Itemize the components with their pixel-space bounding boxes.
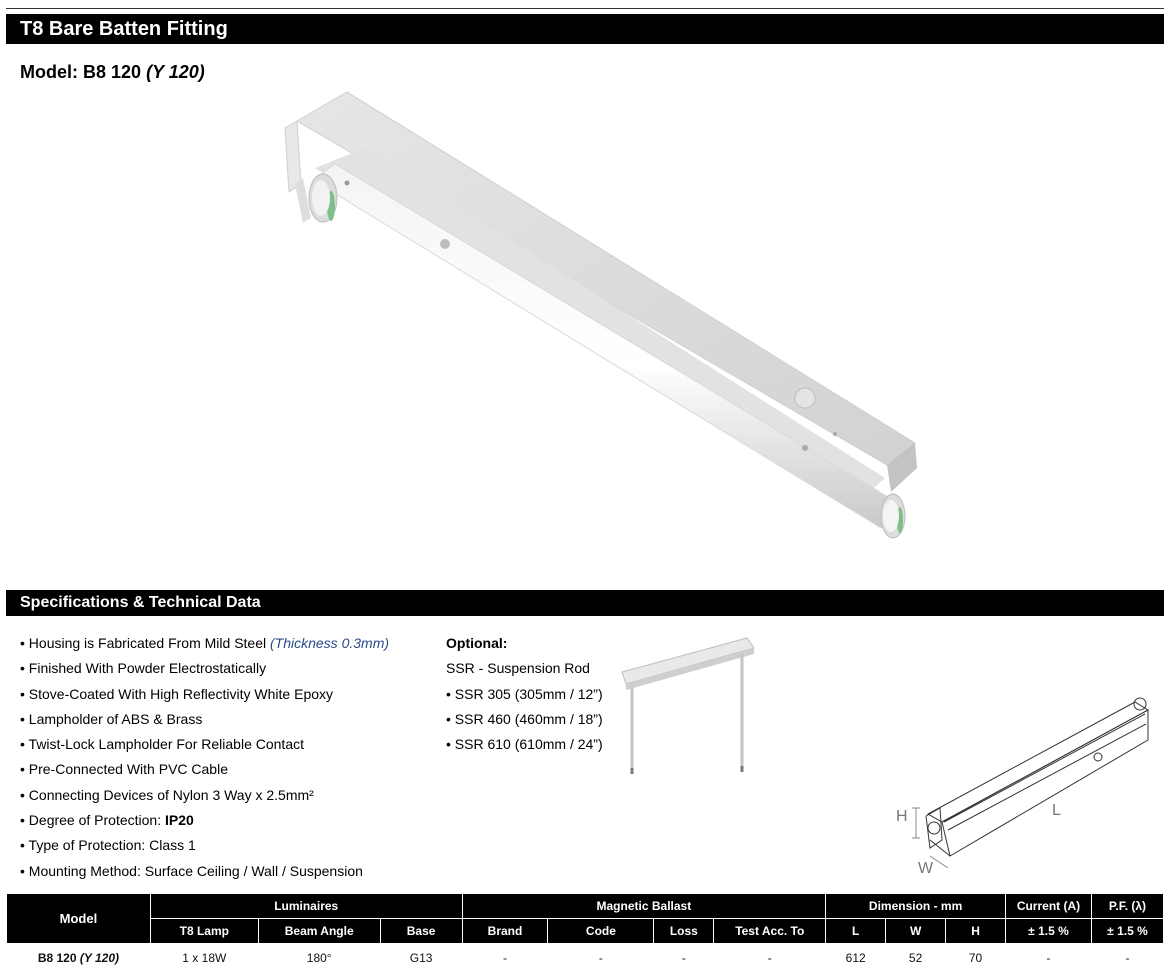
col-base: Base [380, 919, 462, 944]
top-rule [6, 8, 1164, 9]
col-height: H [946, 919, 1006, 944]
feature-text: • Housing is Fabricated From Mild Steel [20, 635, 270, 651]
col-beam: Beam Angle [258, 919, 380, 944]
dimension-drawing [890, 690, 1160, 880]
feature-item: • Type of Protection: Class 1 [20, 835, 389, 860]
col-pf-tolerance: ± 1.5 % [1091, 919, 1163, 944]
feature-item: • Pre-Connected With PVC Cable [20, 759, 389, 784]
feature-item: • Mounting Method: Surface Ceiling / Wall / Suspension [20, 861, 389, 886]
col-pf: P.F. (λ) [1091, 894, 1163, 919]
batten-fitting-illustration [275, 88, 925, 548]
col-current: Current (A) [1006, 894, 1092, 919]
model-heading [20, 62, 205, 83]
feature-item: • Stove-Coated With High Reflectivity White Epoxy [20, 684, 389, 709]
height-label: H [896, 808, 908, 826]
cell-model [7, 944, 151, 972]
cell-loss: - [654, 944, 714, 972]
col-loss: Loss [654, 919, 714, 944]
cell-lamp: 1 x 18W [150, 944, 258, 972]
col-length: L [826, 919, 886, 944]
col-width: W [886, 919, 946, 944]
ip-rating: IP20 [165, 812, 194, 828]
col-code: Code [548, 919, 654, 944]
group-dimension: Dimension - mm [826, 894, 1006, 919]
model-alt-code: (Y 120) [146, 62, 205, 82]
group-ballast: Magnetic Ballast [462, 894, 826, 919]
page-title: T8 Bare Batten Fitting [6, 14, 1164, 44]
cell-length: 612 [826, 944, 886, 972]
cell-code: - [548, 944, 654, 972]
col-model: Model [7, 894, 151, 944]
feature-text: • Degree of Protection: [20, 812, 165, 828]
cell-base: G13 [380, 944, 462, 972]
cell-width: 52 [886, 944, 946, 972]
feature-item: • Twist-Lock Lampholder For Reliable Contact [20, 734, 389, 759]
col-lamp: T8 Lamp [150, 919, 258, 944]
col-test: Test Acc. To [714, 919, 826, 944]
model-prefix: Model: [20, 62, 78, 82]
col-brand: Brand [462, 919, 548, 944]
optional-list [446, 633, 603, 759]
feature-item [20, 810, 389, 835]
spec-section-title: Specifications & Technical Data [6, 590, 1164, 616]
feature-item: • Finished With Powder Electrostatically [20, 658, 389, 683]
col-current-tolerance: ± 1.5 % [1006, 919, 1092, 944]
suspension-rod-illustration [612, 632, 762, 777]
thickness-note: (Thickness 0.3mm) [270, 635, 389, 651]
table-row [7, 944, 1164, 972]
cell-model-alt: (Y 120) [80, 951, 119, 965]
optional-item: • SSR 460 (460mm / 18”) [446, 709, 603, 734]
optional-title: Optional: [446, 633, 603, 658]
optional-item: • SSR 305 (305mm / 12”) [446, 684, 603, 709]
group-luminaires: Luminaires [150, 894, 462, 919]
cell-pf: - [1091, 944, 1163, 972]
width-label: W [918, 860, 933, 878]
cell-current: - [1006, 944, 1092, 972]
cell-test: - [714, 944, 826, 972]
length-label: L [1052, 802, 1061, 820]
cell-brand: - [462, 944, 548, 972]
cell-model-code: B8 120 [38, 951, 77, 965]
cell-beam: 180° [258, 944, 380, 972]
optional-item: • SSR 610 (610mm / 24”) [446, 734, 603, 759]
cell-height: 70 [946, 944, 1006, 972]
feature-item [20, 633, 389, 658]
feature-item: • Lampholder of ABS & Brass [20, 709, 389, 734]
optional-item: SSR - Suspension Rod [446, 658, 603, 683]
feature-item: • Connecting Devices of Nylon 3 Way x 2.5mm² [20, 785, 389, 810]
feature-list [20, 633, 389, 886]
spec-table [6, 893, 1164, 972]
model-code: B8 120 [83, 62, 141, 82]
